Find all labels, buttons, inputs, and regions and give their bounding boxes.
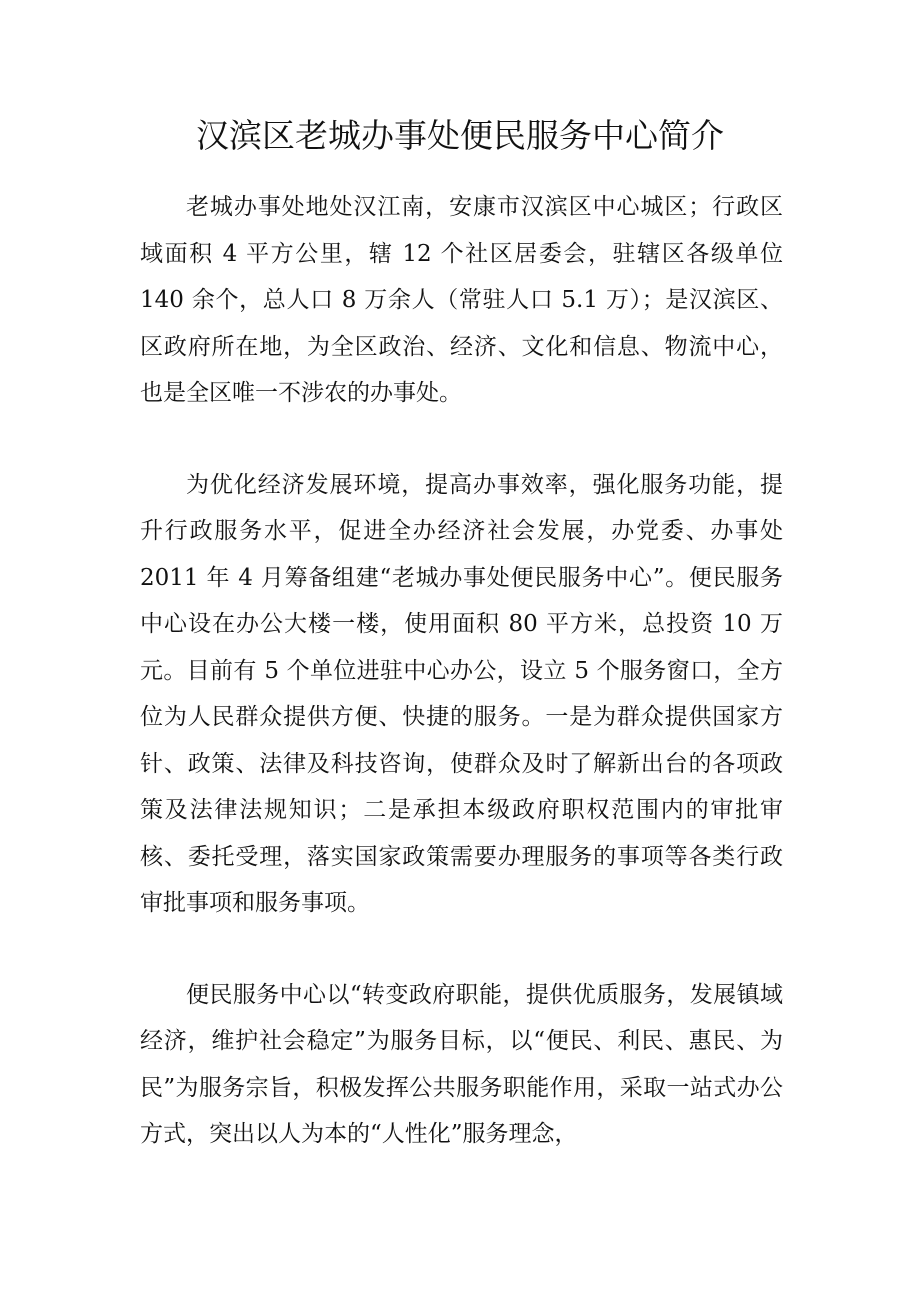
document-body <box>140 184 783 1203</box>
document-title: 汉滨区老城办事处便民服务中心简介 <box>196 116 724 155</box>
paragraph-3: 便民服务中心以“转变政府职能，提供优质服务，发展镇域经济，维护社会稳定”为服务目标，以“便民、利民、惠民、为民”为服务宗旨，积极发挥公共服务职能作用，采取一站式办公方式，突出以人为本的“人性化”服务理念， <box>140 981 783 1147</box>
paragraph-1: 老城办事处地处汉江南，安康市汉滨区中心城区；行政区域面积 4 平方公里，辖 12 个社区居委会，驻辖区各级单位 140 余个，总人口 8 万余人（常驻人口 5.1 万）；是汉滨区、区政府所在地，为全区政治、经济、文化和信息、物流中心，也是全区唯一不涉农的办事处。 <box>140 194 783 406</box>
paragraph-2: 为优化经济发展环境，提高办事效率，强化服务功能，提升行政服务水平，促进全办经济社会发展，办党委、办事处 2011 年 4 月筹备组建“老城办事处便民服务中心”。便民服务中心设在办公大楼一楼，使用面积 80 平方米，总投资 10 万元。目前有 5 个单位进驻中心办公，设立 5 个服务窗口，全方位为人民群众提供方便、快捷的服务。一是为群众提供国家方针、政策、法律及科技咨询，使群众及时了解新出台的各项政策及法律法规知识；二是承担本级政府职权范围内的审批审核、委托受理，落实国家政策需要办理服务的事项等各类行政审批事项和服务事项。 <box>140 471 783 916</box>
